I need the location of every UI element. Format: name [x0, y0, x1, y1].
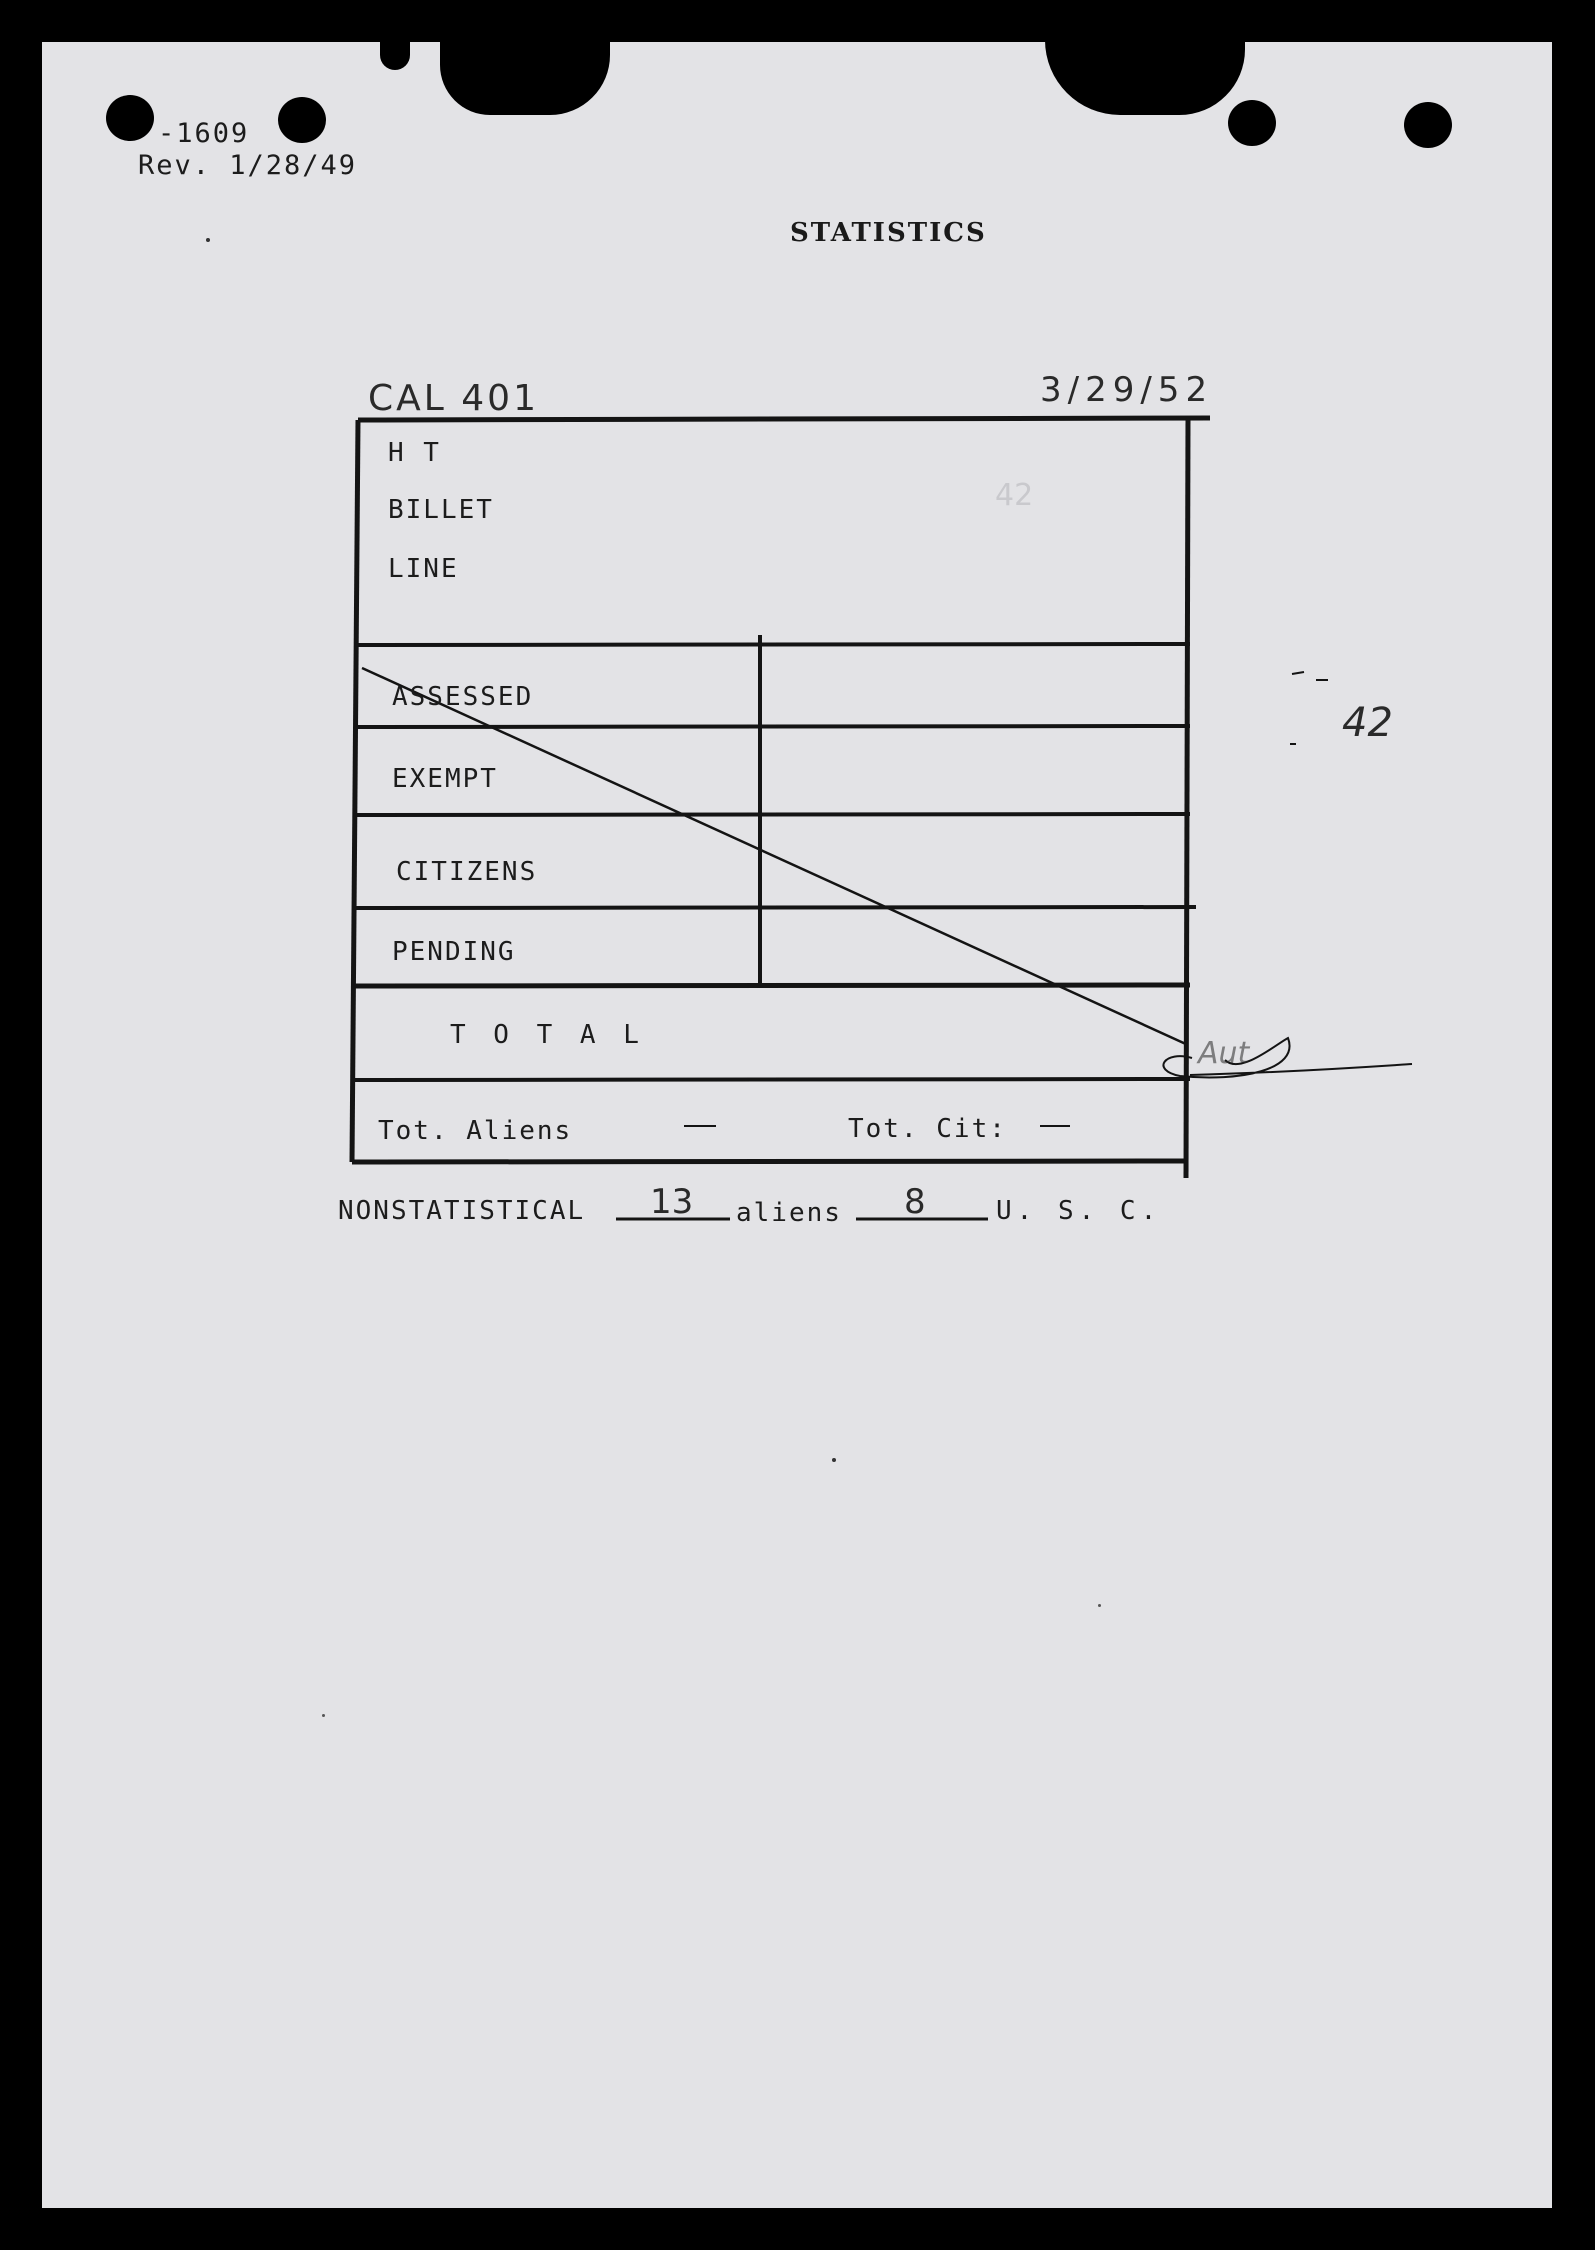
- row-label-assessed: ASSESSED: [392, 682, 534, 712]
- table-divider-6: [353, 1079, 1190, 1080]
- speck: [206, 238, 210, 242]
- nonstatistical-aliens-label: aliens: [736, 1198, 842, 1228]
- margin-ticks: [1290, 672, 1328, 744]
- tot-aliens-label: Tot. Aliens: [378, 1116, 573, 1146]
- ship-code: CAL 401: [368, 378, 539, 419]
- form-revision: Rev. 1/28/49: [138, 150, 358, 181]
- tot-cit-label: Tot. Cit:: [848, 1114, 1007, 1144]
- table-right-border: [1186, 418, 1188, 1178]
- label-ht: H T: [388, 438, 441, 468]
- table-left-border: [352, 420, 358, 1162]
- page-title: STATISTICS: [790, 218, 987, 248]
- row-label-exempt: EXEMPT: [392, 764, 498, 794]
- table-divider-4: [355, 907, 1196, 908]
- margin-number: 42: [1342, 700, 1393, 746]
- speck: [1098, 1604, 1101, 1607]
- label-line: LINE: [388, 554, 459, 584]
- table-bottom-border: [352, 1161, 1188, 1162]
- total-label: T O T A L: [450, 1020, 645, 1050]
- nonstatistical-usc-label: U. S. C.: [996, 1196, 1162, 1226]
- label-billet: BILLET: [388, 495, 494, 525]
- form-number: -1609: [158, 118, 250, 149]
- faint-number: 42: [995, 478, 1034, 513]
- table-divider-3: [356, 814, 1190, 815]
- nonstatistical-label: NONSTATISTICAL: [338, 1196, 586, 1226]
- handwritten-date: 3/29/52: [1040, 370, 1214, 410]
- table-divider-1: [356, 644, 1190, 645]
- row-label-pending: PENDING: [392, 937, 516, 967]
- table-top-border: [358, 418, 1210, 420]
- speck: [832, 1458, 836, 1462]
- table-divider-5: [354, 985, 1190, 986]
- nonstatistical-aliens-count: 13: [650, 1182, 694, 1222]
- speck: [322, 1714, 325, 1717]
- signature-initials: Aut: [1198, 1036, 1250, 1071]
- table-divider-2: [356, 726, 1190, 727]
- nonstatistical-usc-count: 8: [904, 1182, 926, 1222]
- row-label-citizens: CITIZENS: [396, 857, 538, 887]
